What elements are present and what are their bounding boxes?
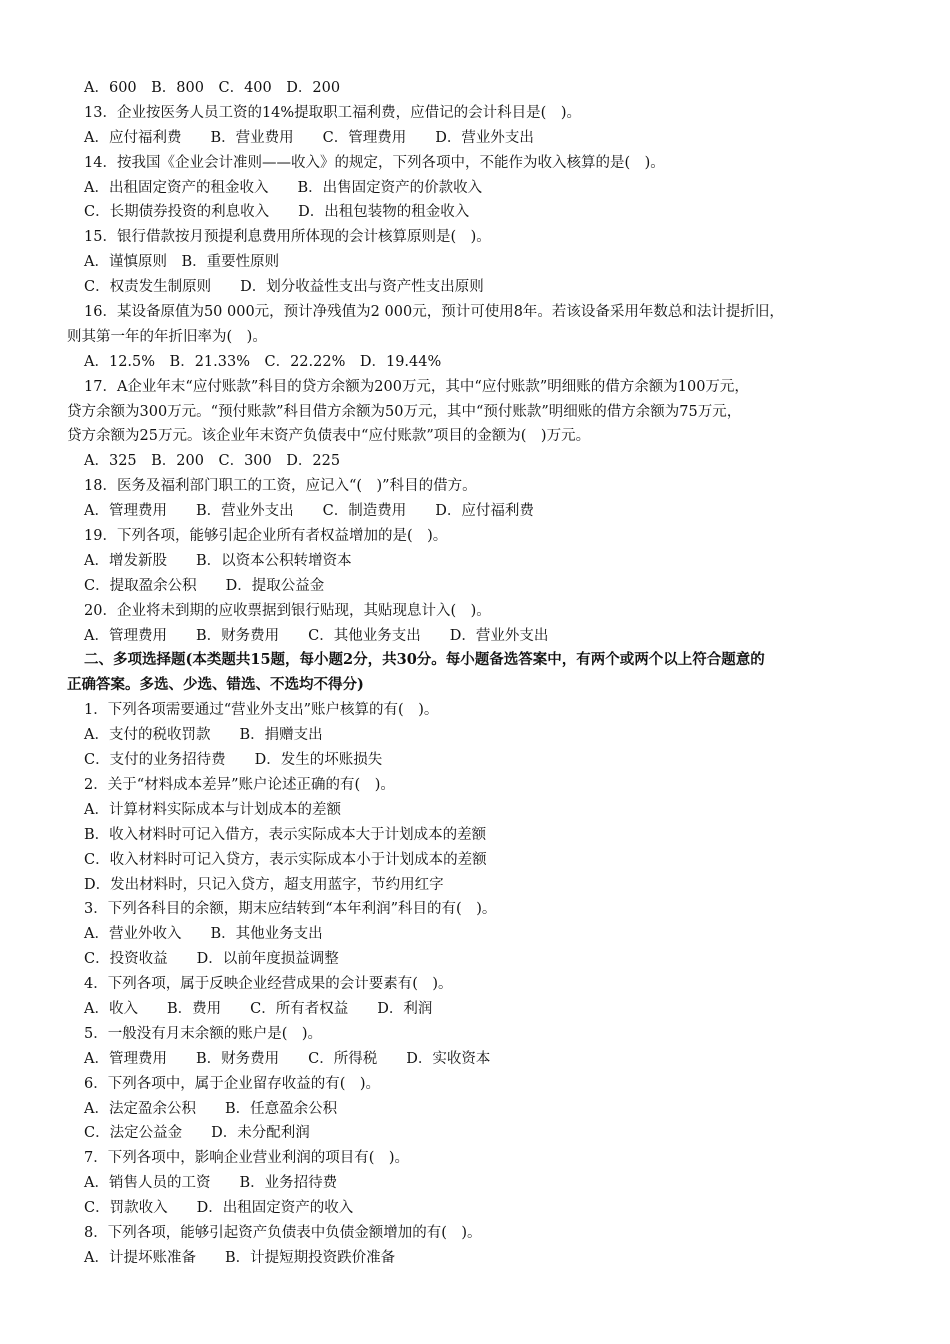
option-line: A．谨慎原则 B．重要性原则 bbox=[84, 254, 280, 271]
option-line: A．管理费用 B．财务费用 C．其他业务支出 D．营业外支出 bbox=[84, 627, 549, 644]
option-line: A．营业外收入 B．其他业务支出 bbox=[84, 926, 323, 943]
option-line: A．应付福利费 B．营业费用 C．管理费用 D．营业外支出 bbox=[84, 129, 534, 146]
question-20: 20．企业将未到期的应收票据到银行贴现，其贴现息计入( )。 bbox=[84, 602, 491, 619]
option-line: C．提取盈余公积 D．提取公益金 bbox=[84, 577, 325, 594]
option-line: A．管理费用 B．财务费用 C．所得税 D．实收资本 bbox=[84, 1050, 491, 1067]
option-line: C．法定公益金 D．未分配利润 bbox=[84, 1125, 310, 1142]
option-line: A．增发新股 B．以资本公积转增资本 bbox=[84, 552, 352, 569]
question-16: 16．某设备原值为50 000元，预计净残值为2 000元，预计可使用8年。若该设备采用年数总和法计提折旧， bbox=[84, 304, 784, 321]
option-line: A．计算材料实际成本与计划成本的差额 bbox=[84, 801, 341, 818]
question-19: 19．下列各项，能够引起企业所有者权益增加的是( )。 bbox=[84, 528, 448, 545]
question-17-continued: 贷方余额为25万元。该企业年末资产负债表中“应付账款”项目的金额为( )万元。 bbox=[67, 428, 591, 445]
option-line: A．325 B．200 C．300 D．225 bbox=[84, 453, 341, 470]
option-line: A．600 B．800 C．400 D．200 bbox=[84, 80, 341, 96]
question-18: 18．医务及福利部门职工的工资，应记入“( )”科目的借方。 bbox=[84, 478, 477, 495]
option-line: A．法定盈余公积 B．任意盈余公积 bbox=[84, 1100, 338, 1117]
option-line: A．计提坏账准备 B．计提短期投资跌价准备 bbox=[84, 1249, 396, 1266]
option-line: C．投资收益 D．以前年度损益调整 bbox=[84, 951, 339, 968]
option-line: A．12.5% B．21.33% C．22.22% D．19.44% bbox=[84, 353, 442, 370]
question-m5: 5．一般没有月末余额的账户是( )。 bbox=[84, 1025, 323, 1042]
question-m6: 6．下列各项中，属于企业留存收益的有( )。 bbox=[84, 1075, 381, 1092]
option-line: C．支付的业务招待费 D．发生的坏账损失 bbox=[84, 752, 383, 769]
question-17: 17．A企业年末“应付账款”科目的贷方余额为200万元，其中“应付账款”明细账的借方余额为100万元， bbox=[84, 378, 749, 395]
option-line: B．收入材料时可记入借方，表示实际成本大于计划成本的差额 bbox=[84, 826, 487, 843]
option-line: A．销售人员的工资 B．业务招待费 bbox=[84, 1175, 338, 1192]
section-heading-continued: 正确答案。多选、少选、错选、不选均不得分) bbox=[67, 676, 364, 694]
option-line: A．收入 B．费用 C．所有者权益 D．利润 bbox=[84, 1000, 433, 1017]
option-line: C．长期债券投资的利息收入 D．出租包装物的租金收入 bbox=[84, 204, 470, 221]
option-line: A．出租固定资产的租金收入 B．出售固定资产的价款收入 bbox=[84, 179, 483, 196]
option-line: C．罚款收入 D．出租固定资产的收入 bbox=[84, 1200, 354, 1217]
option-line: C．收入材料时可记入贷方，表示实际成本小于计划成本的差额 bbox=[84, 851, 487, 868]
exam-page bbox=[67, 76, 893, 1271]
question-14: 14．按我国《企业会计准则——收入》的规定，下列各项中，不能作为收入核算的是( )。 bbox=[84, 154, 665, 171]
question-m4: 4．下列各项，属于反映企业经营成果的会计要素有( )。 bbox=[84, 976, 453, 993]
question-17-continued: 贷方余额为300万元。“预付账款”科目借方余额为50万元，其中“预付账款”明细账的借方余额为75万元， bbox=[67, 403, 742, 420]
question-m7: 7．下列各项中，影响企业营业利润的项目有( )。 bbox=[84, 1150, 410, 1167]
option-line: A．管理费用 B．营业外支出 C．制造费用 D．应付福利费 bbox=[84, 503, 534, 520]
question-m2: 2．关于“材料成本差异”账户论述正确的有( )。 bbox=[84, 776, 395, 793]
option-line: D．发出材料时，只记入贷方，超支用蓝字，节约用红字 bbox=[84, 876, 444, 893]
question-m3: 3．下列各科目的余额，期末应结转到“本年利润”科目的有( )。 bbox=[84, 901, 497, 918]
question-16-continued: 则其第一年的年折旧率为( )。 bbox=[67, 328, 267, 345]
question-15: 15．银行借款按月预提利息费用所体现的会计核算原则是( )。 bbox=[84, 229, 491, 246]
option-line: C．权责发生制原则 D．划分收益性支出与资产性支出原则 bbox=[84, 279, 484, 296]
question-m1: 1．下列各项需要通过“营业外支出”账户核算的有( )。 bbox=[84, 702, 439, 719]
question-m8: 8．下列各项，能够引起资产负债表中负债金额增加的有( )。 bbox=[84, 1224, 482, 1241]
section-heading: 二、多项选择题(本类题共15题，每小题2分，共30分。每小题备选答案中，有两个或两个以上符合题意的 bbox=[84, 651, 765, 669]
question-13: 13．企业按医务人员工资的14%提取职工福利费，应借记的会计科目是( )。 bbox=[84, 104, 581, 121]
option-line: A．支付的税收罚款 B．捐赠支出 bbox=[84, 727, 323, 744]
